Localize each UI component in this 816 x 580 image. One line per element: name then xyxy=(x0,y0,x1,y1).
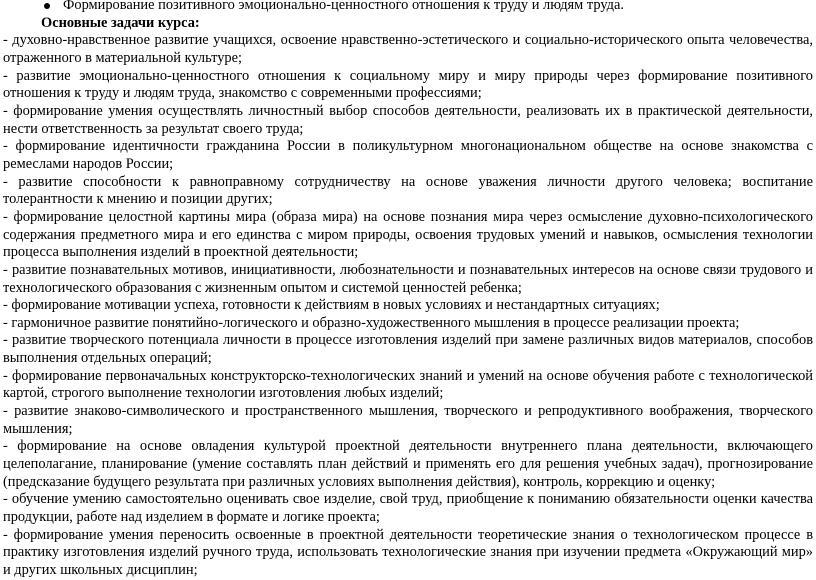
list-item: - гармоничное развитие понятийно-логического и образно-художественного мышления в процессе реализации проекта; xyxy=(3,314,740,331)
list-item: - обучение умению самостоятельно оценивать свое изделие, свой труд, приобщение к пониманию обязательности оценки качества продукции, работе над изделием в формате и логике проекта; xyxy=(3,491,813,526)
list-item: - формирование идентичности гражданина России в поликультурном многонациональном обществе на основе знакомства с ремеслами народов России; xyxy=(3,138,813,172)
list-item: - развитие способности к равноправному сотрудничеству на основе уважения личности другого человека; воспитание толерантности к мнению и позиции других; xyxy=(3,173,813,208)
section-heading: Основные задачи курса: xyxy=(41,14,200,31)
list-item: - духовно-нравственное развитие учащихся, освоение нравственно-эстетического и социально-исторического опыта человечества, отраженного в материальной культуре; xyxy=(3,32,813,66)
list-item: - развитие знаково-символического и пространственного мышления, творческого и репродуктивного воображения, творческого мышления; xyxy=(3,403,813,437)
list-item: - формирование первоначальных конструкторско-технологических знаний и умений на основе обучения работе с технологической картой, строгого выполнение технологии изготовления любых изделий; xyxy=(3,367,813,402)
bullet-text: Формирование позитивного эмоционально-ценностного отношения к труду и людям труда. xyxy=(63,0,624,13)
list-item: - формирование на основе овладения культурой проектной деятельности внутреннего плана деятельности, включающего целеполагание, планирование (умение составлять план действий и применять его для решения учебных задач), прогнозирование (предсказание будущего результата при различных условиях выполнения действия), контроль, коррекцию и оценку; xyxy=(3,438,813,490)
list-item: - формирование умения осуществлять личностный выбор способов деятельности, реализовать их в практической деятельности, нести ответственность за результат своего труда; xyxy=(3,102,813,137)
list-item: - формирование умения переносить освоенные в проектной деятельности теоретические знания о технологическом процессе в практику изготовления изделий ручного труда, использовать технологические знания при изучении предмета «Окружающий мир» и других школьных дисциплин; xyxy=(3,526,813,578)
list-item: - формирование мотивации успеха, готовности к действиям в новых условиях и нестандартных ситуациях; xyxy=(3,297,660,314)
bullet-icon xyxy=(44,3,50,9)
task-list xyxy=(3,32,813,579)
list-item: - развитие творческого потенциала личности в процессе изготовления изделий при замене различных видов материалов, способов выполнения отдельных операций; xyxy=(3,332,813,367)
list-item: - формирование целостной картины мира (образа мира) на основе познания мира через осмысление духовно-психологического содержания предметного мира и его единства с миром природы, освоения трудовых умений и навыков, осмысления технологии процесса выполнения изделий в проектной деятельности; xyxy=(3,208,813,261)
list-item: - развитие познавательных мотивов, инициативности, любознательности и познавательных интересов на основе связи трудового и технологического образования с жизненным опытом и системой ценностей ребенка; xyxy=(3,261,813,296)
bullet-line xyxy=(3,0,813,15)
list-item: - развитие эмоционально-ценностного отношения к социальному миру и миру природы через формирование позитивного отношения к труду и людям труда, знакомство с современными профессиями; xyxy=(3,67,813,102)
